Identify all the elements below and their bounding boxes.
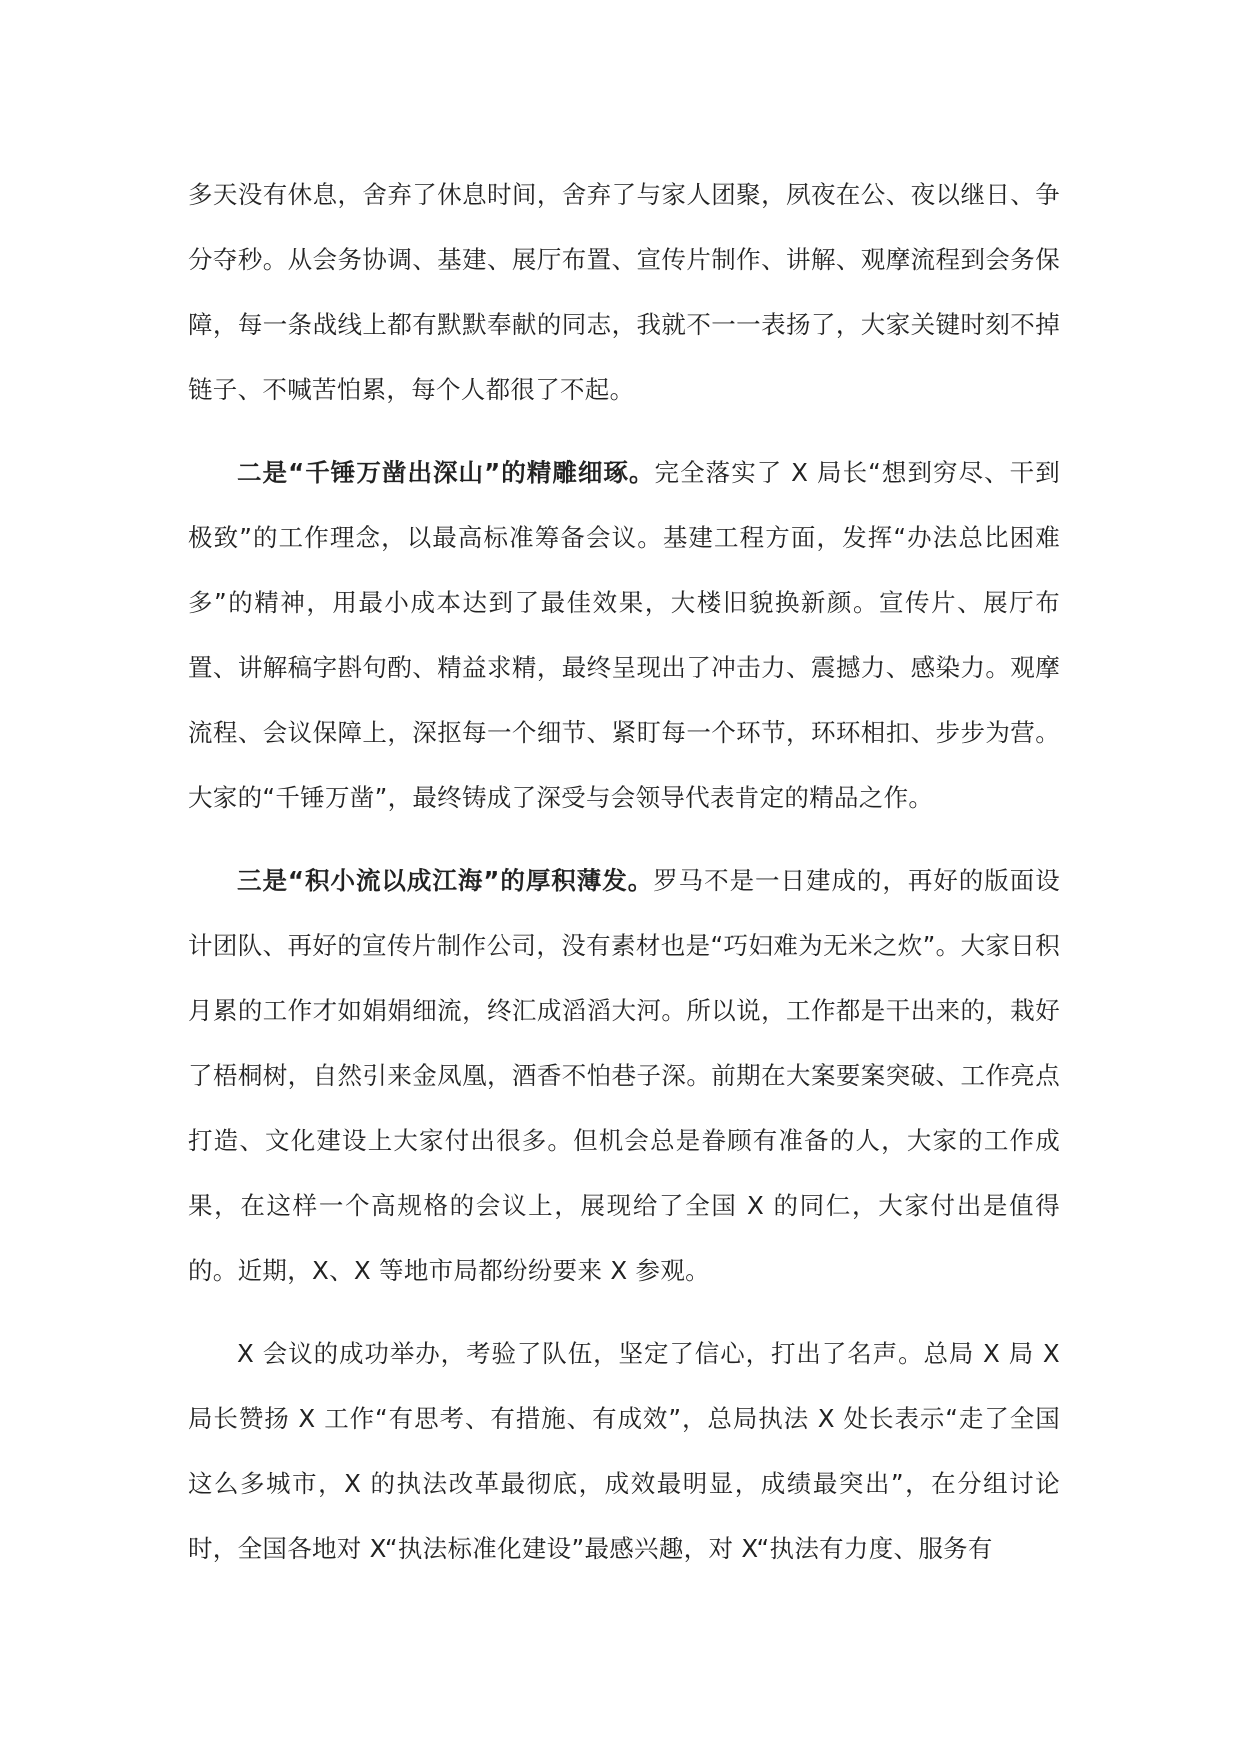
paragraph-point-three <box>188 848 1060 1303</box>
paragraph-text: X 会议的成功举办，考验了队伍，坚定了信心，打出了名声。总局 X 局 X 局长赞扬 X 工作“有思考、有措施、有成效”，总局执法 X 处长表示“走了全国这么多城市，X 的执法改革最彻底，成效最明显，成绩最突出”，在分组讨论时，全国各地对 X“执法标准化建设”最感兴趣，对 X“执法有力度、服务有 <box>188 1339 1060 1563</box>
paragraph-continued <box>188 162 1060 422</box>
paragraph-lead-heading: 二是“千锤万凿出深山”的精雕细琢。 <box>237 458 655 487</box>
paragraph-point-two <box>188 440 1060 830</box>
paragraph-summary <box>188 1321 1060 1581</box>
paragraph-text: 罗马不是一日建成的，再好的版面设计团队、再好的宣传片制作公司，没有素材也是“巧妇难为无米之炊”。大家日积月累的工作才如娟娟细流，终汇成滔滔大河。所以说，工作都是干出来的，栽好了梧桐树，自然引来金凤凰，酒香不怕巷子深。前期在大案要案突破、工作亮点打造、文化建设上大家付出很多。但机会总是眷顾有准备的人，大家的工作成果，在这样一个高规格的会议上，展现给了全国 X 的同仁，大家付出是值得的。近期，X、X 等地市局都纷纷要来 X 参观。 <box>188 866 1060 1285</box>
paragraph-lead-heading: 三是“积小流以成江海”的厚积薄发。 <box>237 866 654 895</box>
document-page <box>188 162 1060 1599</box>
paragraph-text: 多天没有休息，舍弃了休息时间，舍弃了与家人团聚，夙夜在公、夜以继日、争分夺秒。从会务协调、基建、展厅布置、宣传片制作、讲解、观摩流程到会务保障，每一条战线上都有默默奉献的同志，我就不一一表扬了，大家关键时刻不掉链子、不喊苦怕累，每个人都很了不起。 <box>188 180 1060 404</box>
paragraph-text: 完全落实了 X 局长“想到穷尽、干到极致”的工作理念，以最高标准筹备会议。基建工程方面，发挥“办法总比困难多”的精神，用最小成本达到了最佳效果，大楼旧貌换新颜。宣传片、展厅布置、讲解稿字斟句酌、精益求精，最终呈现出了冲击力、震撼力、感染力。观摩流程、会议保障上，深抠每一个细节、紧盯每一个环节，环环相扣、步步为营。大家的“千锤万凿”，最终铸成了深受与会领导代表肯定的精品之作。 <box>188 458 1060 812</box>
